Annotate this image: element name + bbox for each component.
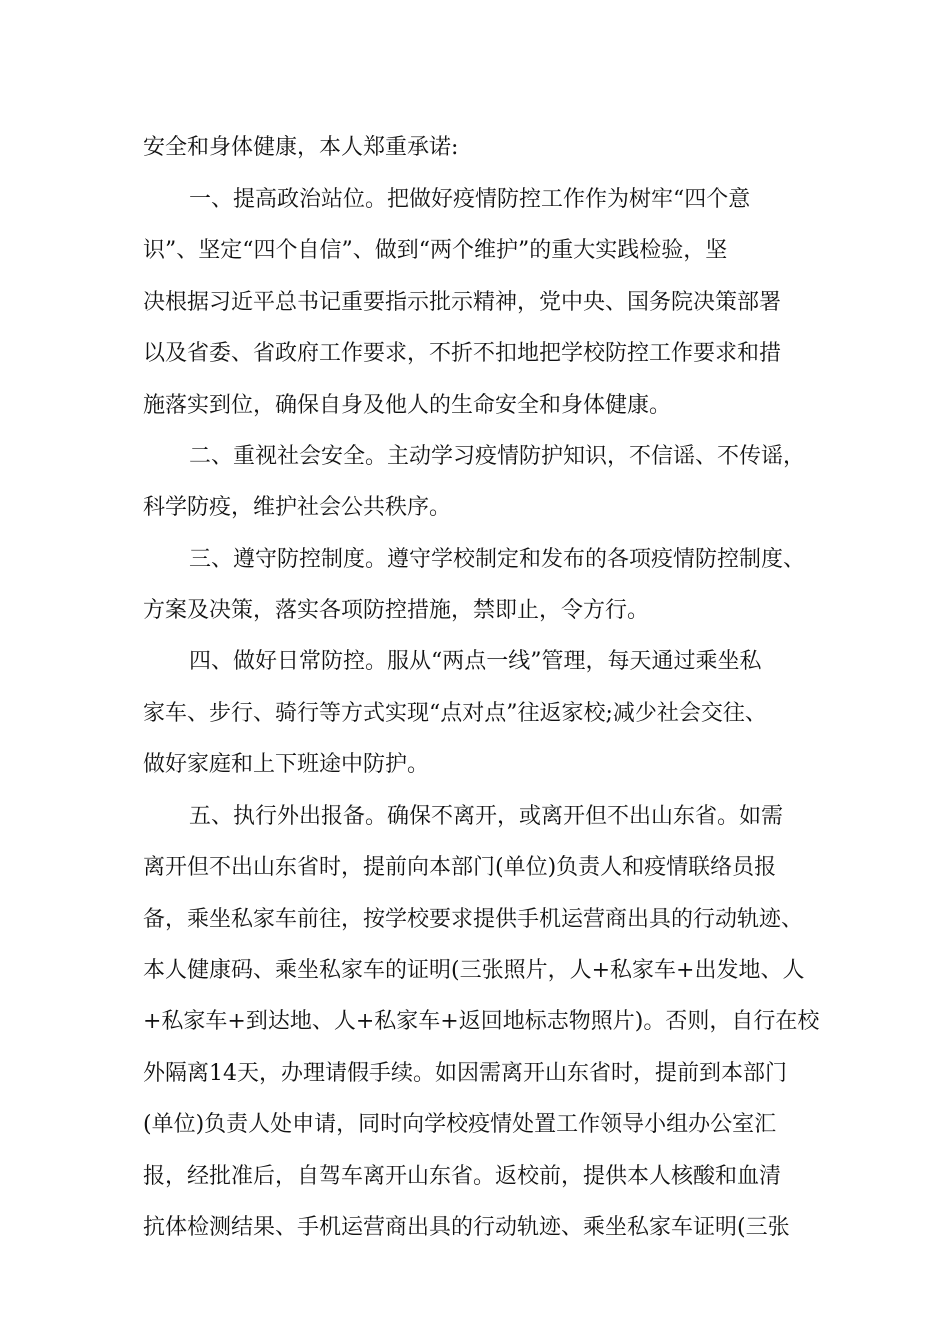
text-line: 家车、步行、骑行等方式实现“点对点”往返家校;减少社会交往、: [143, 701, 767, 726]
text-line: 以及省委、省政府工作要求，不折不扣地把学校防控工作要求和措: [143, 341, 782, 366]
text-line: (单位)负责人处申请，同时向学校疫情处置工作领导小组办公室汇: [143, 1112, 777, 1137]
paragraph-1-heading-line: 一、提高政治站位。把做好疫情防控工作作为树牢“四个意: [189, 187, 751, 212]
paragraph-2-heading-line: 二、重视社会安全。主动学习疫情防护知识，不信谣、不传谣，: [189, 444, 806, 469]
paragraph-3-heading-line: 三、遵守防控制度。遵守学校制定和发布的各项疫情防控制度、: [189, 547, 806, 572]
text-line: 离开但不出山东省时，提前向本部门(单位)负责人和疫情联络员报: [143, 855, 777, 880]
text-line: 安全和身体健康，本人郑重承诺:: [143, 135, 459, 160]
text-line: 本人健康码、乘坐私家车的证明(三张照片，人+私家车+出发地、人: [143, 958, 805, 983]
text-line: 方案及决策，落实各项防控措施，禁即止，令方行。: [143, 598, 650, 623]
text-line: +私家车+到达地、人+私家车+返回地标志物照片)。否则，自行在校: [143, 1009, 820, 1034]
text-line: 科学防疫，维护社会公共秩序。: [143, 495, 452, 520]
paragraph-5-heading-line: 五、执行外出报备。确保不离开，或离开但不出山东省。如需: [189, 804, 784, 829]
paragraph-4-heading-line: 四、做好日常防控。服从“两点一线”管理，每天通过乘坐私: [189, 649, 762, 674]
text-line: 外隔离14天，办理请假手续。如因需离开山东省时，提前到本部门: [143, 1061, 787, 1086]
text-line: 做好家庭和上下班途中防护。: [143, 752, 430, 777]
text-line: 报，经批准后，自驾车离开山东省。返校前，提供本人核酸和血清: [143, 1164, 782, 1189]
text-line: 抗体检测结果、手机运营商出具的行动轨迹、乘坐私家车证明(三张: [143, 1215, 790, 1240]
text-line: 决根据习近平总书记重要指示批示精神，党中央、国务院决策部署: [143, 290, 782, 315]
text-line: 备，乘坐私家车前往，按学校要求提供手机运营商出具的行动轨迹、: [143, 907, 804, 932]
text-line: 识”、坚定“四个自信”、做到“两个维护”的重大实践检验，坚: [143, 238, 728, 263]
text-line: 施落实到位，确保自身及他人的生命安全和身体健康。: [143, 393, 672, 418]
